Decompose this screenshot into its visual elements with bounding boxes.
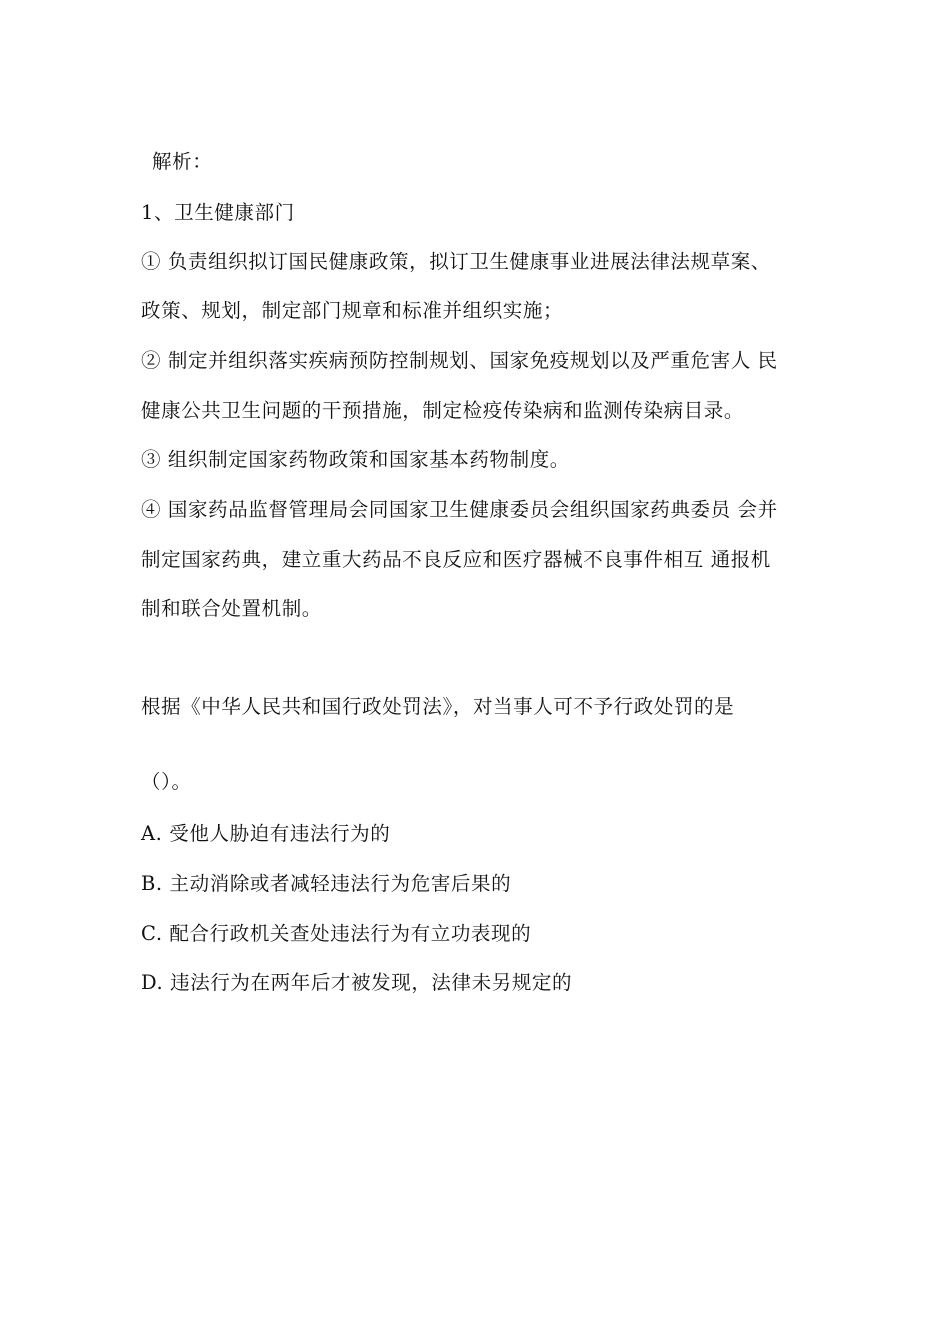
analysis-line: 政策、规划，制定部门规章和标准并组织实施；: [141, 299, 564, 322]
analysis-line: 制定国家药典，建立重大药品不良反应和医疗器械不良事件相互 通报机: [141, 548, 771, 571]
option-d: D. 违法行为在两年后才被发现，法律未另规定的: [141, 971, 573, 994]
analysis-line: ② 制定并组织落实疾病预防控制规划、国家免疫规划以及严重危害人 民: [141, 349, 778, 372]
analysis-line: 健康公共卫生问题的干预措施，制定检疫传染病和监测传染病目录。: [141, 399, 745, 422]
option-c: C. 配合行政机关查处违法行为有立功表现的: [141, 922, 532, 945]
analysis-line: ① 负责组织拟订国民健康政策，拟订卫生健康事业进展法律法规草案、: [141, 250, 771, 273]
question-stem: 根据《中华人民共和国行政处罚法》，对当事人可不予行政处罚的是: [141, 695, 735, 718]
option-a: A. 受他人胁迫有违法行为的: [141, 822, 391, 845]
analysis-heading: 解析：: [152, 150, 213, 173]
option-b: B. 主动消除或者减轻违法行为危害后果的: [141, 872, 512, 895]
analysis-line: ④ 国家药品监督管理局会同国家卫生健康委员会组织国家药典委员 会并: [141, 498, 778, 521]
analysis-line: 制和联合处置机制。: [141, 597, 322, 620]
question-blank: （）。: [141, 770, 192, 793]
analysis-line: ③ 组织制定国家药物政策和国家基本药物制度。: [141, 448, 570, 471]
section-title: 1、卫生健康部门: [141, 201, 295, 224]
